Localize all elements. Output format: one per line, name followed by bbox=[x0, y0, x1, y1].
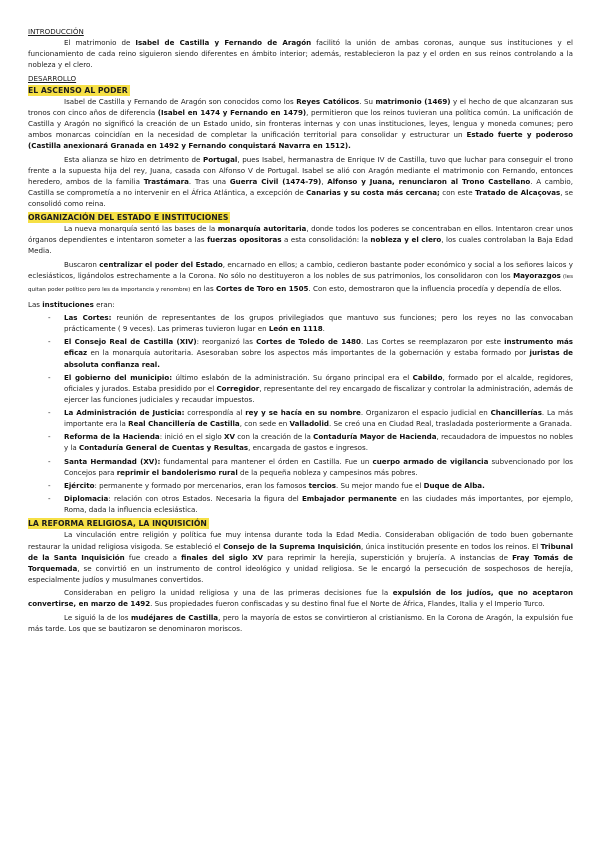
list-item bbox=[28, 431, 573, 453]
bold-text: Tratado de Alcaçovas bbox=[475, 187, 561, 197]
list-item-text bbox=[64, 481, 485, 490]
bold-text: El Consejo Real de Castilla (XIV) bbox=[64, 337, 197, 347]
text-run: en la monarquía autoritaria. Asesoraban sobre los aspectos más importantes de la gobernación y estaba formado por bbox=[87, 348, 530, 358]
text-run: , bbox=[321, 176, 328, 186]
text-run: en las ciudades más importantes, por ejemplo, Roma, dada la influencia eclesiástica. bbox=[64, 494, 573, 515]
text-run: subvencionado por los Concejos para bbox=[64, 456, 573, 477]
reforma-paragraph-2 bbox=[28, 587, 573, 609]
list-item-text bbox=[64, 432, 573, 452]
bold-text: reprimir el bandolerismo rural bbox=[116, 467, 238, 477]
text-run: , donde todos los poderes se concentraban en ellos. Intentaron crear unos órganos dependientes e intentaron someter a las bbox=[28, 224, 573, 245]
intro-heading: INTRODUCCIÓN bbox=[28, 27, 84, 36]
bold-text: La Administración de Justicia: bbox=[64, 408, 185, 418]
text-run: , se convirtió en un instrumento de control ideológico y unidad religiosa. Se le encargó la persecución de sospechosos de herejía, especialmente judíos y musulmanes convertidos. bbox=[28, 563, 573, 584]
text-run: . Las Cortes se reemplazaron por este bbox=[360, 337, 505, 347]
text-run: , pues Isabel, hermanastra de Enrique IV de Castilla, tuvo que luchar para conseguir el trono frente a la supuesta hija del rey, Juana, casada con Alfonso V de Portugal. Isabel se alió con Aragón mediante el matrimonio con Fernando, entonces heredero, ambos de la familia bbox=[28, 154, 573, 186]
organizacion-paragraph-1 bbox=[28, 223, 573, 256]
text-run: Las bbox=[28, 299, 43, 309]
instituciones-list bbox=[28, 312, 573, 515]
list-dash: - bbox=[48, 494, 51, 504]
list-dash: - bbox=[48, 372, 51, 382]
bold-text: juristas de absoluta confianza real. bbox=[64, 348, 573, 369]
bold-text: fuerzas opositoras bbox=[207, 235, 282, 245]
bold-text: expulsión de los judíos, que no aceptaron convertirse, en marzo de 1492 bbox=[28, 588, 573, 609]
list-dash: - bbox=[48, 408, 51, 418]
bold-text: Consejo de la Suprema Inquisición bbox=[223, 541, 362, 551]
text-run: correspondía al bbox=[184, 408, 246, 418]
bold-text: Canarias y su costa más cercana; bbox=[306, 187, 440, 197]
bold-text: Santa Hermandad (XV): bbox=[64, 456, 161, 466]
text-run: , representante del rey encargado de fiscalizar y controlar la administración, además de ejercer las funciones judiciales y recaudar impuestos. bbox=[64, 383, 573, 404]
bold-text: Alfonso y Juana, renunciaron al Trono Castellano bbox=[327, 176, 531, 186]
list-item bbox=[28, 456, 573, 478]
text-run: y el hecho de que alcanzaran sus tronos con cinco años de diferencia bbox=[28, 96, 573, 117]
text-run: . Su mejor mando fue el bbox=[336, 480, 424, 490]
list-dash: - bbox=[48, 337, 51, 347]
list-item-text bbox=[64, 457, 573, 477]
text-run: , formado por el alcalde, regidores, oficiales y jurados. Estaba presidido por el bbox=[64, 372, 574, 393]
text-run: Isabel de Castilla y Fernando de Aragón son conocidos como los bbox=[64, 96, 297, 106]
instituciones-intro bbox=[28, 299, 573, 310]
bold-text: finales del siglo XV bbox=[181, 552, 264, 562]
bold-text: Fray Tomás de Torquemada bbox=[28, 552, 573, 573]
text-run: , se consolidó como reina. bbox=[28, 187, 573, 208]
text-run: . Tras una bbox=[188, 176, 230, 186]
text-run: en las bbox=[190, 284, 216, 294]
text-run: , los cuales controlaban la Baja Edad Media. bbox=[28, 235, 574, 256]
list-item bbox=[28, 336, 573, 369]
text-run: . Su bbox=[359, 96, 376, 106]
bold-text: instituciones bbox=[42, 299, 94, 309]
list-dash: - bbox=[48, 432, 51, 442]
bold-text: Reforma de la Hacienda bbox=[64, 432, 160, 442]
text-run: : inició en el siglo bbox=[159, 432, 224, 442]
bold-text: Cortes de Toledo de 1480 bbox=[256, 337, 361, 347]
bold-text: monarquía autoritaria bbox=[217, 224, 307, 234]
text-run: . Se creó una en Ciudad Real, trasladada posteriormente a Granada. bbox=[328, 419, 572, 429]
text-run: . Con esto, demostraron que la influencia procedía y dependía de ellos. bbox=[308, 284, 562, 294]
list-item-text bbox=[64, 494, 573, 514]
text-run: El matrimonio de bbox=[64, 38, 136, 48]
bold-text: nobleza y el clero bbox=[370, 235, 442, 245]
small-note-text: (les quitan poder político pero les da importancia y renombre) bbox=[28, 273, 573, 294]
text-run: a esta consolidación: la bbox=[281, 235, 371, 245]
bold-text: centralizar el poder del Estado bbox=[99, 259, 223, 269]
bold-text: Ejército bbox=[64, 480, 95, 490]
bold-text: tercios bbox=[308, 480, 337, 490]
bold-text: Contaduría Mayor de Hacienda bbox=[313, 432, 437, 442]
bold-text: León en 1118 bbox=[268, 324, 323, 334]
reforma-paragraph-1 bbox=[28, 529, 573, 584]
bold-text: instrumento más eficaz bbox=[64, 337, 573, 358]
text-run: último eslabón de la administración. Su órgano principal era el bbox=[172, 372, 413, 382]
bold-text: Embajador permanente bbox=[301, 494, 397, 504]
list-item bbox=[28, 312, 573, 334]
text-run: , única institución presente en todos los reinos. El bbox=[361, 541, 541, 551]
bold-text: Estado fuerte y poderoso (Castilla anexionará Granada en 1492 y Fernando conquistará Navarra en 1512). bbox=[28, 129, 574, 150]
bold-text: rey y se hacía en su nombre bbox=[245, 408, 361, 418]
text-run: : permanente y formado por mercenarios, eran los famosos bbox=[94, 480, 309, 490]
bold-text: Las Cortes: bbox=[64, 313, 112, 323]
text-run: eran: bbox=[93, 299, 115, 309]
list-item-text bbox=[64, 337, 573, 368]
bold-text: Cabildo bbox=[412, 372, 443, 382]
text-run: : reorganizó las bbox=[196, 337, 257, 347]
reforma-heading: LA REFORMA RELIGIOSA, LA INQUISICIÓN bbox=[28, 519, 207, 529]
text-run: reunión de representantes de los grupos privilegiados que mantuvo sus funciones; pero los reyes no las convocaban prácticamente ( 9 veces). Las primeras tuvieron lugar en bbox=[64, 313, 573, 334]
text-run: . La más importante era la bbox=[64, 408, 573, 429]
list-dash: - bbox=[48, 313, 51, 323]
text-run: , con sede en bbox=[239, 419, 290, 429]
text-run: Esta alianza se hizo en detrimento de bbox=[64, 154, 204, 164]
bold-text: Cortes de Toro en 1505 bbox=[215, 284, 309, 294]
text-run: . A cambio, Castilla se comprometía a no intervenir en el África Atlántica, a excepción de bbox=[28, 176, 573, 197]
text-run: con este bbox=[439, 187, 476, 197]
text-run: La vinculación entre religión y política fue muy intensa durante toda la Edad Media. Consideraban obligación de todo buen gobernante restaurar la unidad religiosa visigoda. Se estableció el bbox=[28, 530, 573, 551]
bold-text: El gobierno del municipio: bbox=[64, 372, 173, 382]
bold-text: mudéjares de Castilla bbox=[130, 612, 219, 622]
list-dash: - bbox=[48, 456, 51, 466]
text-run: , pero la mayoría de estos se convirtieron al cristianismo. En la Corona de Aragón, la expulsión fue más tarde. Los que se bautizaron se denominaron moriscos. bbox=[28, 612, 573, 633]
desarrollo-heading: DESARROLLO bbox=[28, 73, 77, 83]
organizacion-heading: ORGANIZACIÓN DEL ESTADO E INSTITUCIONES bbox=[28, 213, 229, 223]
text-run: Buscaron bbox=[64, 259, 100, 269]
bold-text: Mayorazgos bbox=[513, 270, 561, 280]
bold-text: Tribunal de la Santa Inquisición bbox=[28, 541, 573, 562]
text-run: facilitó la unión de ambas coronas, aunque sus instituciones y el funcionamiento de cada reino siguieron siendo diferentes en ámbito interior; además, restablecieron la paz y el orden en sus reinos controlando a la nobleza y el clero. bbox=[28, 38, 573, 70]
bold-text: (Isabel en 1474 y Fernando en 1479) bbox=[157, 107, 307, 117]
bold-text: Valladolid bbox=[289, 419, 329, 429]
bold-text: Portugal bbox=[203, 154, 238, 164]
text-run: fue creado a bbox=[124, 552, 182, 562]
text-run: con la creación de la bbox=[234, 432, 314, 442]
text-run: , encargada de gastos e ingresos. bbox=[248, 443, 368, 453]
bold-text: Duque de Alba. bbox=[423, 480, 485, 490]
ascenso-paragraph-1 bbox=[28, 96, 573, 151]
bold-text: Reyes Católicos bbox=[296, 96, 360, 106]
organizacion-paragraph-2 bbox=[28, 259, 573, 296]
bold-text: Diplomacia bbox=[64, 494, 109, 504]
bold-text: Real Chancillería de Castilla bbox=[128, 419, 240, 429]
document-page bbox=[28, 26, 573, 636]
bold-text: Trastámara bbox=[143, 176, 189, 186]
text-run: . bbox=[322, 324, 325, 334]
text-run: fundamental para mantener el órden en Castilla. Fue un bbox=[160, 456, 373, 466]
text-run: , recaudadora de impuestos no nobles y la bbox=[64, 432, 573, 453]
text-run: , encarnado en ellos; a cambio, cedieron bastante poder económico y social a los señores laicos y eclesiásticos, ligándolos estrechamente a la Corona. No sólo no destituyeron a los nobles de sus patrimonios, los consolidaron con los bbox=[28, 259, 573, 280]
text-run: La nueva monarquía sentó las bases de la bbox=[64, 224, 218, 234]
text-run: . Organizaron el espacio judicial en bbox=[360, 408, 491, 418]
bold-text: cuerpo armado de vigilancia bbox=[372, 456, 489, 466]
text-run: , permitieron que los reinos tuvieran una política común. La unificación de Castilla y Aragón no significó la creación de un Estado unido, sin fronteras internas y con unas instituciones, leyes, lengua y moneda comunes; pero ambos monarcas coincidían en la necesidad de completar la unificación territorial para consolidar y estructurar un bbox=[28, 107, 573, 139]
list-item bbox=[28, 493, 573, 515]
text-run: . Sus propiedades fueron confiscadas y su destino final fue el Norte de África, Flandes, Italia y el Imperio Turco. bbox=[150, 599, 545, 609]
ascenso-heading: EL ASCENSO AL PODER bbox=[28, 85, 128, 95]
bold-text: XV bbox=[224, 432, 235, 442]
bold-text: Contaduría General de Cuentas y Resultas bbox=[79, 443, 249, 453]
text-run: para reprimir la herejía, superstición y brujería. A instancias de bbox=[263, 552, 513, 562]
text-run: Consideraban en peligro la unidad religiosa y una de las primeras decisiones fue la bbox=[64, 588, 393, 598]
ascenso-paragraph-2 bbox=[28, 154, 573, 209]
list-item-text bbox=[64, 313, 573, 333]
list-dash: - bbox=[48, 480, 51, 490]
bold-text: Corregidor bbox=[216, 383, 260, 393]
list-item-text bbox=[64, 408, 573, 428]
text-run: : relación con otros Estados. Necesaria la figura del bbox=[108, 494, 302, 504]
list-item bbox=[28, 480, 573, 491]
bold-text: Guerra Civil (1474-79) bbox=[229, 176, 322, 186]
bold-text: matrimonio (1469) bbox=[375, 96, 451, 106]
reforma-paragraph-3 bbox=[28, 612, 573, 634]
text-run: Le siguió la de los bbox=[64, 612, 131, 622]
bold-text: Isabel de Castilla y Fernando de Aragón bbox=[135, 38, 312, 48]
bold-text: Chancillerías bbox=[490, 408, 542, 418]
list-item-text bbox=[64, 373, 573, 404]
list-item bbox=[28, 407, 573, 429]
text-run: de la pequeña nobleza y campesinos más pobres. bbox=[237, 467, 418, 477]
intro-paragraph bbox=[28, 37, 573, 70]
list-item bbox=[28, 372, 573, 405]
